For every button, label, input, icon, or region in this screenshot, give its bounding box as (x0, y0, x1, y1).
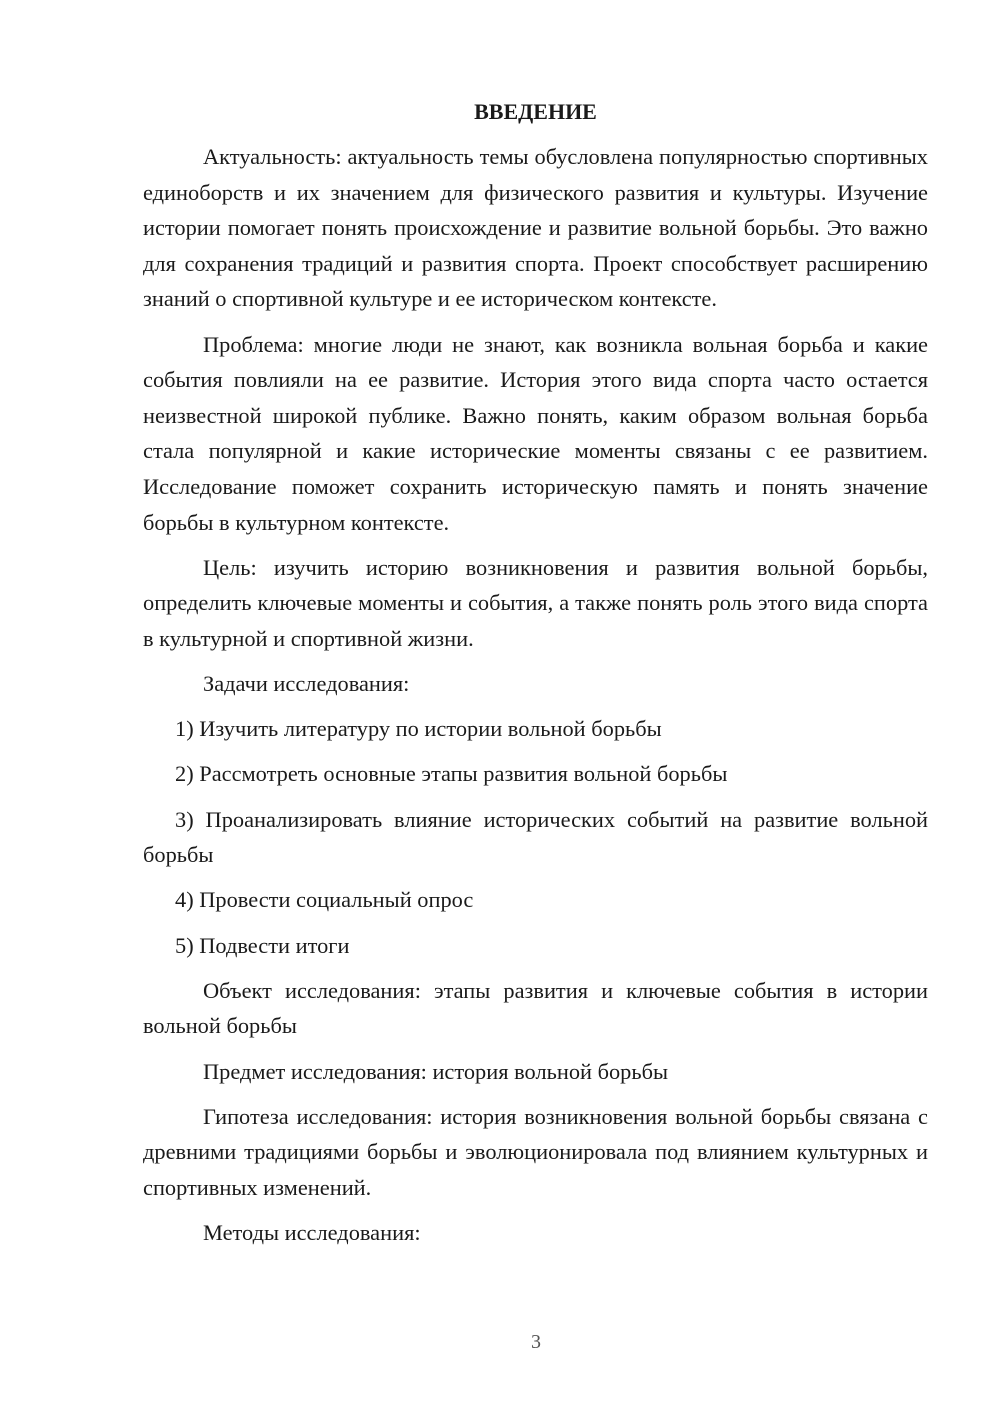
paragraph-tasks-heading: Задачи исследования: (203, 671, 410, 697)
paragraph-goal: Цель: изучить историю возникновения и развития вольной борьбы, определить ключевые моменты и события, а также понять роль этого вида спорта в культурной и спортивной жизни. (143, 554, 928, 651)
paragraph-hypothesis: Гипотеза исследования: история возникновения вольной борьбы связана с древними традициями борьбы и эволюционировала под влиянием культурных и спортивных изменений. (143, 1103, 928, 1200)
task-item: 5) Подвести итоги (175, 932, 350, 958)
paragraph-methods: Методы исследования: (203, 1220, 421, 1246)
page-number: 3 (531, 1331, 541, 1353)
task-item: 3) Проанализировать влияние исторических событий на развитие вольной борьбы (143, 806, 928, 868)
task-item: 2) Рассмотреть основные этапы развития вольной борьбы (175, 761, 728, 787)
page-title: ВВЕДЕНИЕ (474, 99, 597, 124)
paragraph-problem: Проблема: многие люди не знают, как возникла вольная борьба и какие события повлияли на ее развитие. История этого вида спорта часто остается неизвестной широкой публике. Важно понять, каким образом вольная борьба стала популярной и какие исторические моменты связаны с ее развитием. Исследование поможет сохранить историческую память и понять значение борьбы в культурном контексте. (143, 331, 928, 535)
task-item: 4) Провести социальный опрос (175, 887, 474, 913)
task-item: 1) Изучить литературу по истории вольной борьбы (175, 716, 662, 742)
paragraph-subject: Предмет исследования: история вольной борьбы (203, 1058, 669, 1084)
page-content (143, 94, 928, 1260)
paragraph-relevance: Актуальность: актуальность темы обусловлена популярностью спортивных единоборств и их значением для физического развития и культуры. Изучение истории помогает понять происхождение и развитие вольной борьбы. Это важно для сохранения традиций и развития спорта. Проект способствует расширению знаний о спортивной культуре и ее историческом контексте. (143, 144, 928, 312)
paragraph-object: Объект исследования: этапы развития и ключевые события в истории вольной борьбы (143, 977, 928, 1039)
